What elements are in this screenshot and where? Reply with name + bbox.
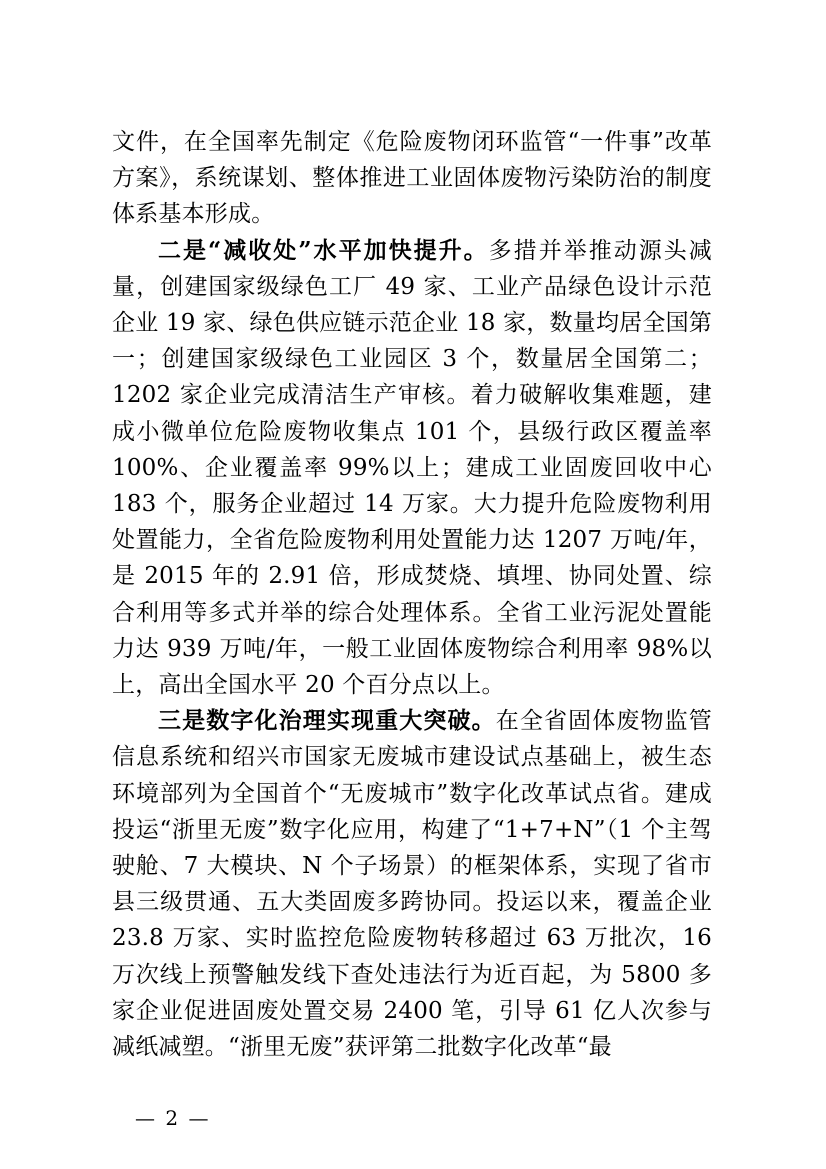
page-number: — 2 — (135, 1106, 211, 1130)
paragraph-2-heading: 二是“减收处”水平加快提升。 (158, 236, 489, 264)
paragraph-3-heading: 三是数字化治理实现重大突破。 (158, 707, 496, 735)
paragraph-3-text: 在全省固体废物监管信息系统和绍兴市国家无废城市建设试点基础上，被生态环境部列为全国首个“无废城市”数字化改革试点省。建成投运“浙里无废”数字化应用，构建了“1+7+N”（1 个主驾驶舱、7 大模块、N 个子场景）的框架体系，实现了省市县三级贯通、五大类固废多跨协同。投运以来，覆盖企业 23.8 万家、实时监控危险废物转移超过 63 万批次，16 万次线上预警触发线下查处违法行为近百起，为 5800 多家企业促进固废处置交易 2400 笔，引导 61 亿人次参与减纸减塑。“浙里无废”获评第二批数字化改革“最 (112, 708, 712, 1061)
paragraph-1-text: 文件，在全国率先制定《危险废物闭环监管“一件事”改革方案》，系统谋划、整体推进工业固体废物污染防治的制度体系基本形成。 (112, 129, 712, 228)
paragraph-3 (112, 703, 712, 1065)
paragraph-2-text: 多措并举推动源头减量，创建国家级绿色工厂 49 家、工业产品绿色设计示范企业 19 家、绿色供应链示范企业 18 家，数量均居全国第一；创建国家级绿色工业园区 3 个，数量居全国第二；1202 家企业完成清洁生产审核。着力破解收集难题，建成小微单位危险废物收集点 101 个，县级行政区覆盖率 100%、企业覆盖率 99%以上；建成工业固废回收中心 183 个，服务企业超过 14 万家。大力提升危险废物利用处置能力，全省危险废物利用处置能力达 1207 万吨/年，是 2015 年的 2.91 倍，形成焚烧、填埋、协同处置、综合利用等多式并举的综合处理体系。全省工业污泥处置能力达 939 万吨/年，一般工业固体废物综合利用率 98%以上，高出全国水平 20 个百分点以上。 (112, 237, 712, 699)
body-text (112, 124, 712, 1065)
paragraph-1 (112, 124, 712, 233)
paragraph-2 (112, 233, 712, 704)
